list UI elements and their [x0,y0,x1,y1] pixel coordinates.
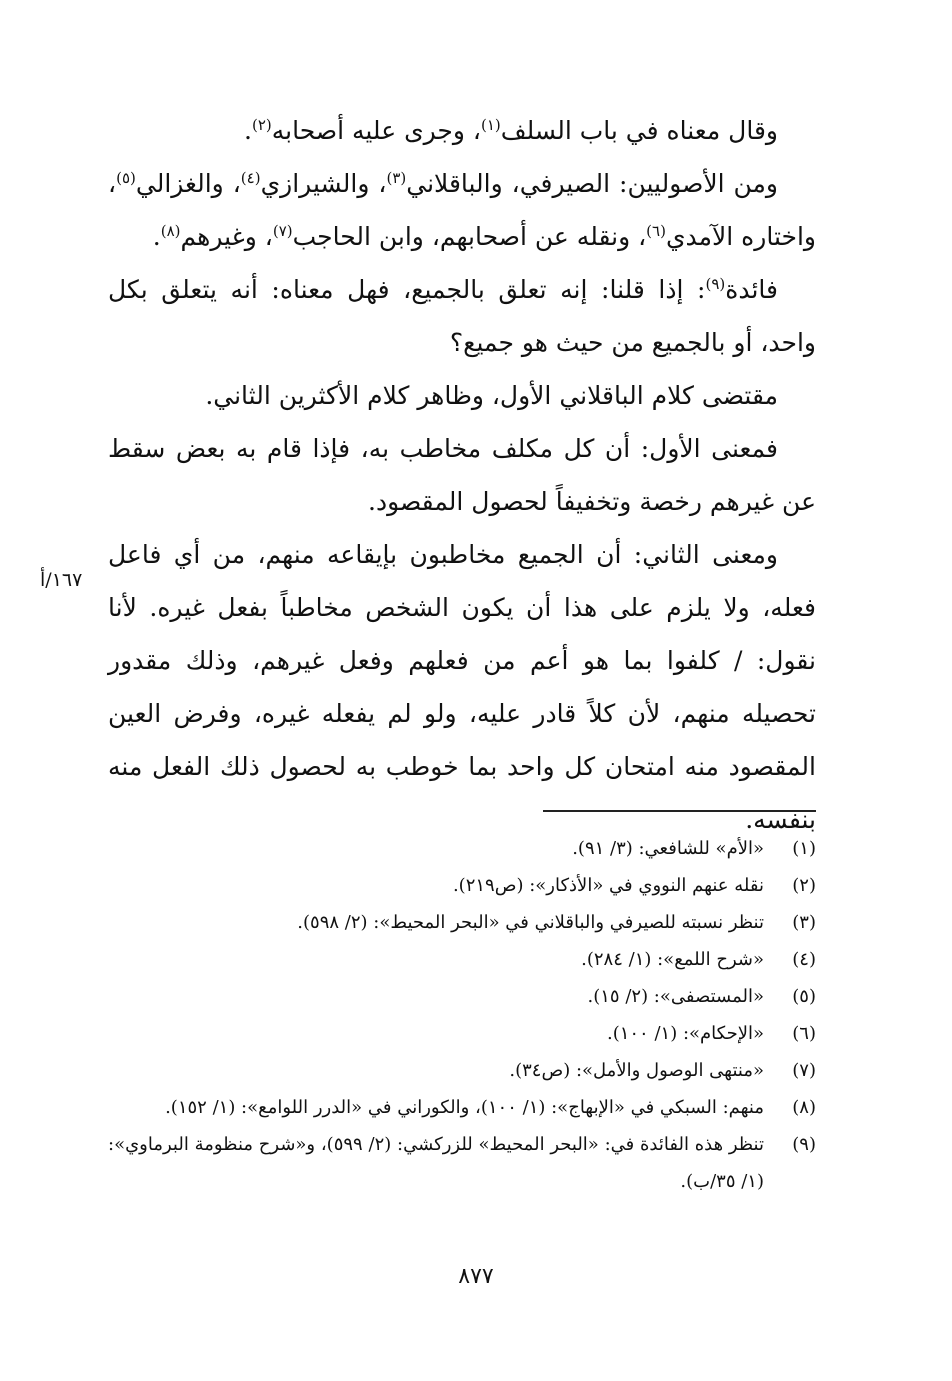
footnote-item [108,1089,816,1126]
footnote-ref: (٤) [240,169,261,187]
footnote-number: (٤) [792,949,816,970]
text-run: ، وغيرهم [180,222,273,251]
footnote-item [108,830,816,867]
footnote-item [108,1015,816,1052]
paragraph [108,422,816,528]
paragraph [108,263,816,369]
footnote-text: تنظر نسبته للصيرفي والباقلاني في «البحر المحيط»: (٢/ ٥٩٨). [297,912,764,933]
manuscript-folio-note: ١٦٧/أ [40,569,83,591]
text-run: . [152,222,161,251]
footnote-number: (٦) [792,1023,816,1044]
text-run: : إذا قلنا: إنه تعلق بالجميع، فهل معناه: أنه يتعلق بكل واحد، أو بالجميع من حيث هو جميع؟ [108,275,816,357]
footnote-item [108,1126,816,1200]
footnote-text: نقله عنهم النووي في «الأذكار»: (ص٢١٩). [452,875,764,896]
footnote-number: (٢) [792,875,816,896]
text-run: فمعنى الأول: أن كل مكلف مخاطب به، فإذا قام به بعض سقط عن غيرهم رخصة وتخفيفاً لحصول المقصود. [108,434,816,516]
footnote-text: «الأم» للشافعي: (٣/ ٩١). [572,838,764,859]
text-run: . [244,116,252,145]
text-run: مقتضى كلام الباقلاني الأول، وظاهر كلام الأكثرين الثاني. [205,381,778,410]
text-run: ومعنى الثاني: أن الجميع مخاطبون بإيقاعه منهم، من أي فاعل فعله، ولا يلزم على هذا أن يكون الشخص مخاطباً بفعل غيره. لأنا نقول: / كلفوا بما هو أعم من فعلهم وفعل غيرهم، وذلك مقدور تحصيله منهم، لأن كلاً قادر عليه، ولو لم يفعله غيره، وفرض العين المقصود منه امتحان كل واحد بما خوطب به لحصول ذلك الفعل منه بنفسه. [108,540,816,834]
text-run: ، وجرى عليه أصحابه [271,116,481,145]
footnote-text: «المستصفى»: (٢/ ١٥). [587,986,764,1007]
footnote-item [108,941,816,978]
footnote-number: (٩) [792,1134,816,1155]
footnote-number: (٧) [792,1060,816,1081]
paragraph [108,528,816,846]
footnote-ref: (١) [480,116,501,134]
text-run: ، والشيرازي [260,169,387,198]
footnote-text: «شرح اللمع»: (١/ ٢٨٤). [581,949,764,970]
text-run: وقال معناه في باب السلف [500,116,778,145]
footnote-item [108,1052,816,1089]
footnote-number: (٥) [792,986,816,1007]
text-run: ، والغزالي [135,169,241,198]
footnote-separator [543,810,816,812]
page-number: ٨٧٧ [458,1264,494,1289]
footnotes [108,830,816,1200]
footnote-number: (٣) [792,912,816,933]
footnote-text: «الإحكام»: (١/ ١٠٠). [606,1023,764,1044]
footnote-ref: (٨) [160,222,181,240]
footnote-text: منهم: السبكي في «الإبهاج»: (١/ ١٠٠)، والكوراني في «الدرر اللوامع»: (١/ ١٥٢). [165,1097,764,1118]
footnote-text: «منتهى الوصول والأمل»: (ص٣٤). [509,1060,764,1081]
paragraph [108,104,816,157]
footnote-ref: (٢) [251,116,272,134]
text-run: ، ونقله عن أصحابهم، وابن الحاجب [292,222,647,251]
footnote-number: (١) [792,838,816,859]
paragraph [108,369,816,422]
text-run: فائدة [725,275,778,304]
footnote-item [108,978,816,1015]
footnote-item [108,904,816,941]
footnote-ref: (٦) [646,222,666,240]
footnote-ref: (٩) [705,275,726,293]
footnote-ref: (٣) [386,169,407,187]
main-text [108,104,816,846]
footnote-ref: (٧) [272,222,293,240]
footnote-item [108,867,816,904]
text-run: ، واختاره الآمدي [108,169,816,251]
footnote-ref: (٥) [116,169,136,187]
text-run: ومن الأصوليين: الصيرفي، والباقلاني [406,169,778,198]
paragraph [108,157,816,263]
footnote-text: تنظر هذه الفائدة في: «البحر المحيط» للزركشي: (٢/ ٥٩٩)، و«شرح منظومة البرماوي»: (١/ ٣٥/ب). [108,1134,764,1192]
footnote-number: (٨) [792,1097,816,1118]
